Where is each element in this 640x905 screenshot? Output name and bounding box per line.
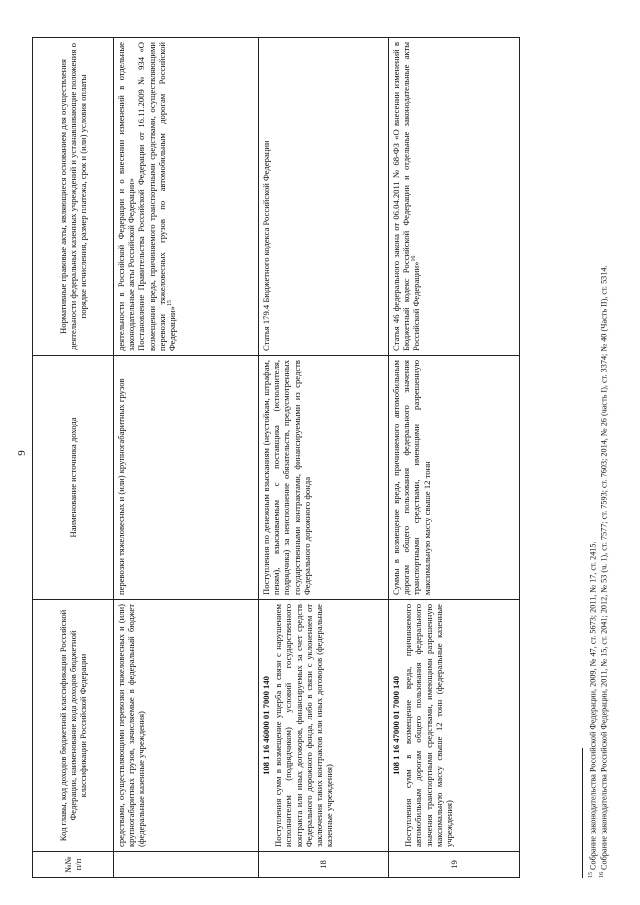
table-header-row (33, 38, 114, 878)
revenue-table (32, 37, 520, 878)
footnote-ref: 15 (167, 300, 174, 307)
row-code-text: Поступления сумм в возмещение вреда, причиняемого автомобильным дорогам общего пользования федерального значения транспортными средствами, имеющими разрешенную максимальную массу свыше 12 тонн (федеральные казенные учреждения) (403, 604, 455, 847)
row-acts-text: Статья 46 федерального закона от 06.04.2011 № 68-ФЗ «О внесении изменений в Бюджетный кодекс Российской Федерации и отдельные законодательные акты Российской Федерации» (391, 42, 422, 351)
row-code-text: Поступления сумм в возмещение ущерба в связи с нарушением исполнителем (подрядчиком) условий государственного контракта или иных договоров, финансируемых за счет средств Федерального дорожного фонда, либо в связи с уклонением от заключения таких контрактов или иных договоров (федеральные казенные учреждения) (273, 604, 335, 847)
table-row (259, 38, 389, 878)
row-num: 18 (259, 852, 389, 878)
footnote-text: Собрание законодательства Российской Федерации, 2011, № 15, ст. 2041; 2012, № 53 (ч. 1), ст. 7577; ст. 7593; ст. 7603; 2014, № 26 (часть I), ст. 3374; № 40 (Часть II), ст. 5314. (599, 265, 609, 870)
row-acts-cell (114, 38, 259, 356)
row-acts-cell (389, 38, 520, 356)
footnote-text: Собрание законодательства Российской Федерации, 2009, № 47, ст. 5673; 2011, № 17, ст. 2415. (588, 541, 598, 870)
row-acts-text: деятельности в Российской Федерации и о внесении изменений в отдельные законодательные акты Российской Федерации» Постановление Правительства Российской Федерации от 16.11.2009 № 934 «О возмещении вреда, причиняемого транспортными средствами, осуществляющими перевозки тяжеловесных грузов по автомобильным дорогам Российской Федерации» (116, 42, 178, 351)
row-source: Поступления по денежным взысканиям (неустойкам, штрафам, пеням), взыскиваемым с поставщика (исполнителя, подрядчика) за неисполнение обязательств, предусмотренных государственными контрактами, финансируемыми из средств Федерального дорожного фонда (259, 356, 389, 600)
table-row (389, 38, 520, 878)
header-code-name: Код главы, код доходов бюджетной классификации Российской Федерации, наименование кода доходов бюджетной классификации Российской Федерации (33, 600, 114, 852)
footnote-divider (582, 748, 583, 878)
page-number: 9 (16, 450, 28, 456)
row-num (114, 852, 259, 878)
row-num: 19 (389, 852, 520, 878)
revenue-code: 108 1 16 46000 01 7000 140 (261, 676, 271, 775)
row-code-cell (259, 600, 389, 852)
footnote-number: 16 (599, 872, 605, 878)
footnote-ref: 16 (411, 255, 418, 262)
row-code-text: средствами, осуществляющими перевозки тяжеловесных и (или) крупногабаритных грузов, зачисляемые в федеральный бюджет (федеральные казенные учреждения) (116, 604, 147, 847)
footnote (597, 33, 610, 878)
footnote-number: 15 (588, 872, 594, 878)
revenue-code: 108 1 16 47000 01 7000 140 (391, 676, 401, 775)
row-code-cell (389, 600, 520, 852)
header-num: №№ п/п (33, 852, 114, 878)
row-source: перевозки тяжеловесных и (или) крупногабаритных грузов (114, 356, 259, 600)
row-acts-cell (259, 38, 389, 356)
row-source: Суммы в возмещение вреда, причиняемого автомобильным дорогам общего пользования федерального значения транспортными средствами, имеющими разрешенную максимальную массу свыше 12 тонн (389, 356, 520, 600)
row-acts-text: Статья 179.4 Бюджетного кодекса Российской Федерации (261, 140, 271, 351)
row-code-cell (114, 600, 259, 852)
rotated-content (12, 13, 627, 893)
table-row (114, 38, 259, 878)
header-source: Наименование источника дохода (33, 356, 114, 600)
header-acts: Нормативные правовые акты, являющиеся основанием для осуществления деятельности федеральных казенных учреждений и устанавливающие положения о порядке исчисления, размер платежа, срок и (или) условия оплаты (33, 38, 114, 356)
